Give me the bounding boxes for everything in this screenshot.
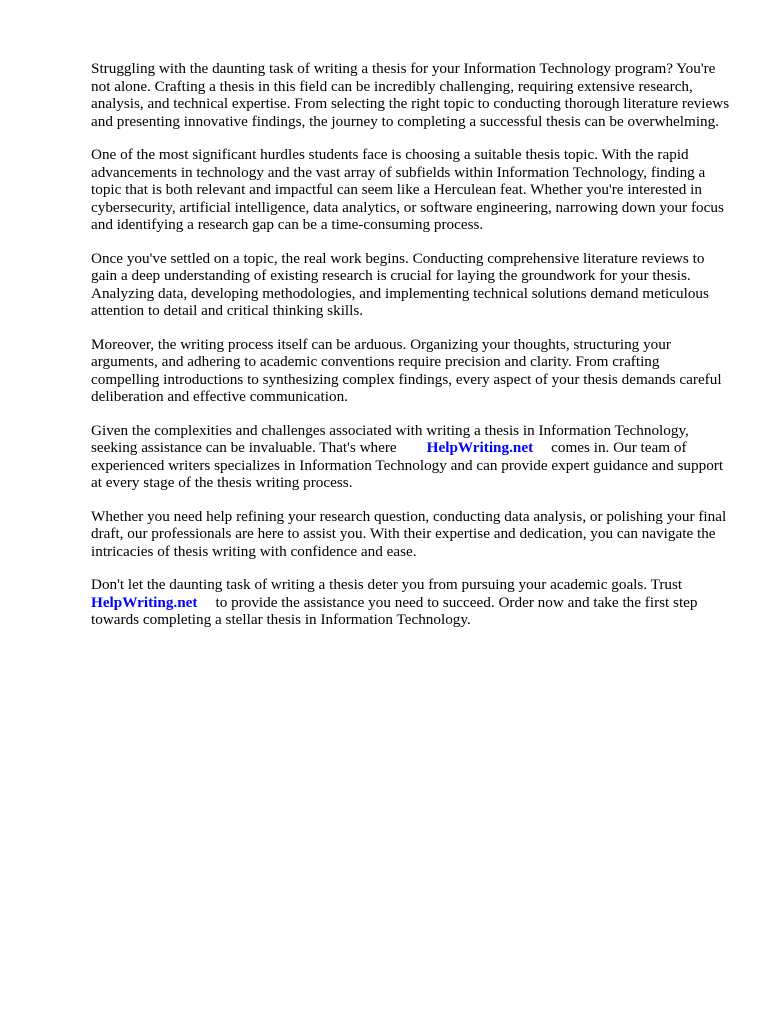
paragraph-research-work: Once you've settled on a topic, the real work begins. Conducting comprehensive literature reviews to gain a deep understanding of existing research is crucial for laying the groundwork for your thesis. Analyzing data, developing methodologies, and implementing technical solutions demand meticulous attention to detail and critical thinking skills. (91, 249, 709, 319)
helpwriting-link[interactable]: HelpWriting.net (426, 439, 534, 456)
document-body (91, 60, 731, 645)
paragraph-topic-choice: One of the most significant hurdles students face is choosing a suitable thesis topic. With the rapid advancements in technology and the vast array of subfields within Information Technology, finding a topic that is both relevant and impactful can seem like a Herculean feat. Whether you're interested in cybersecurity, artificial intelligence, data analytics, or software engineering, narrowing down your focus and identifying a research gap can be a time-consuming process. (91, 146, 724, 233)
paragraph-assistance-text-after: comes in. Our team of experienced writers specializes in Information Technology and can provide expert guidance and support at every stage of the thesis writing process. (91, 439, 724, 491)
paragraph-help-offer: Whether you need help refining your research question, conducting data analysis, or polishing your final draft, our professionals are here to assist you. With their expertise and dedication, you can navigate the intricacies of thesis writing with confidence and ease. (91, 507, 727, 560)
paragraph-assistance (91, 422, 731, 492)
paragraph-cta-text-before: Don't let the daunting task of writing a thesis deter you from pursuing your academic goals. Trust (91, 576, 683, 593)
paragraph-writing-process: Moreover, the writing process itself can be arduous. Organizing your thoughts, structuring your arguments, and adhering to academic conventions require precision and clarity. From crafting compelling introductions to synthesizing complex findings, every aspect of your thesis demands careful deliberation and effective communication. (91, 335, 722, 405)
paragraph-cta-text-after: to provide the assistance you need to succeed. Order now and take the first step towards completing a stellar thesis in Information Technology. (91, 593, 698, 628)
paragraph-call-to-action (91, 576, 731, 629)
paragraph-assistance-text-before: Given the complexities and challenges associated with writing a thesis in Information Technology, seeking assistance can be invaluable. That's where (91, 421, 689, 456)
helpwriting-link-cta[interactable]: HelpWriting.net (91, 593, 198, 611)
paragraph-intro: Struggling with the daunting task of writing a thesis for your Information Technology program? You're not alone. Crafting a thesis in this field can be incredibly challenging, requiring extensive research, analysis, and technical expertise. From selecting the right topic to conducting thorough literature reviews and presenting innovative findings, the journey to completing a successful thesis can be overwhelming. (91, 60, 730, 130)
